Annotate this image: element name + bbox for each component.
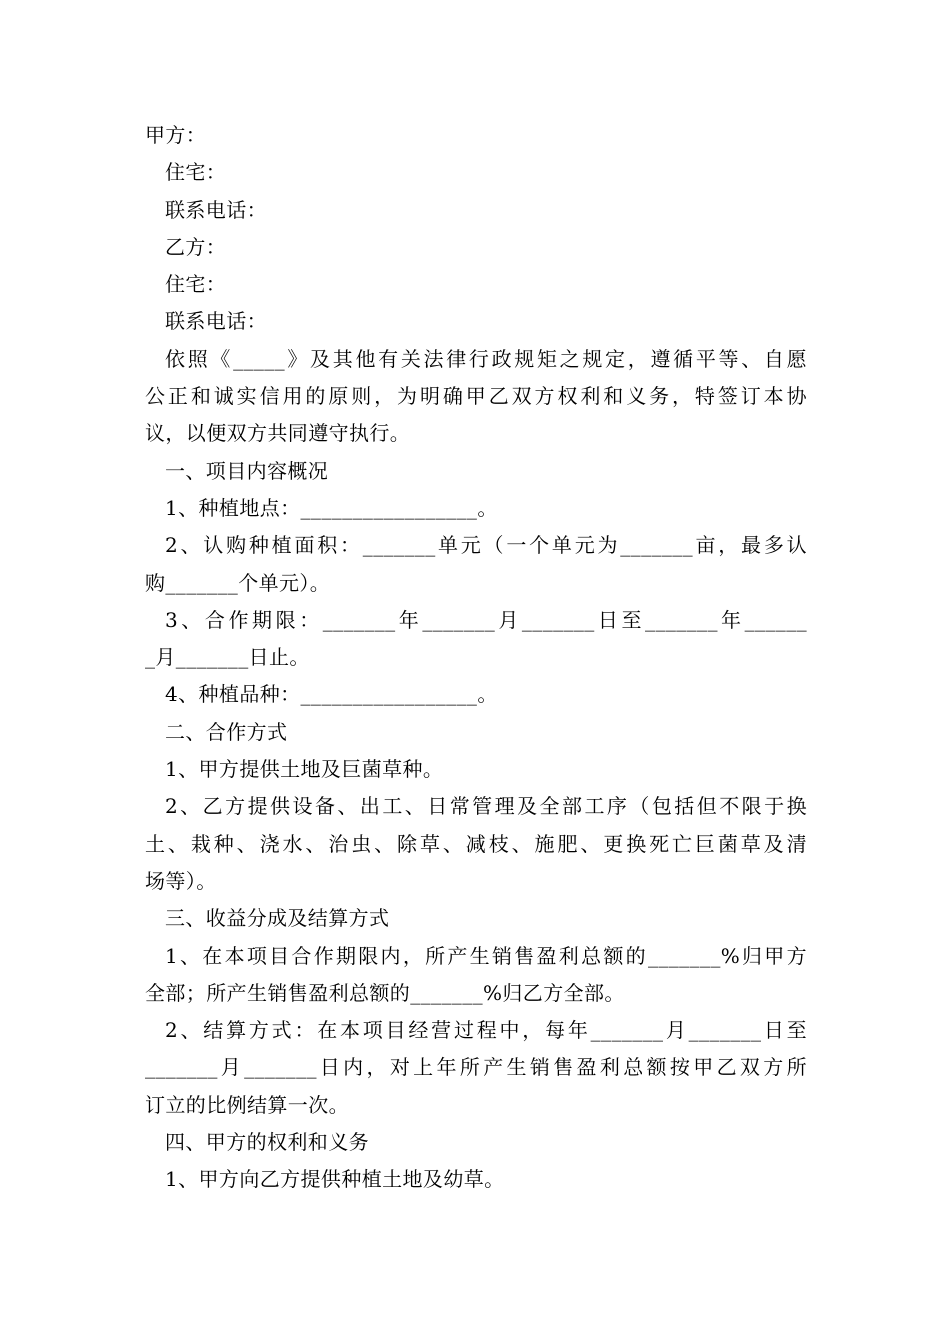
section-heading-3: 三、收益分成及结算方式 (165, 906, 390, 931)
section-heading-2: 二、合作方式 (165, 719, 288, 744)
clause-settlement-line-3: 订立的比例结算一次。 (145, 1092, 349, 1117)
clause-planting-area-line-2: 购_______个单元）。 (145, 570, 331, 595)
preamble-line-1: 依照《_____》及其他有关法律行政规矩之规定，遵循平等、自愿 (165, 346, 807, 371)
clause-settlement-line-1: 2、结算方式：在本项目经营过程中，每年_______月_______日至 (165, 1018, 807, 1043)
section-heading-1: 一、项目内容概况 (165, 458, 329, 483)
party-b-label: 乙方： (165, 234, 227, 259)
party-a-label: 甲方： (145, 123, 207, 147)
preamble-line-3: 议，以便双方共同遵守执行。 (145, 421, 411, 446)
clause-term-line-2: _月_______日止。 (145, 645, 310, 670)
clause-party-b-provides-line-1: 2、乙方提供设备、出工、日常管理及全部工序（包括但不限于换 (165, 794, 807, 819)
party-b-phone: 联系电话： (165, 309, 267, 334)
section-heading-4: 四、甲方的权利和义务 (165, 1130, 369, 1155)
party-a-address: 住宅： (165, 160, 227, 185)
clause-party-b-provides-line-3: 场等）。 (145, 868, 217, 893)
clause-planting-location: 1、种植地点：_________________。 (165, 495, 498, 520)
party-a-phone: 联系电话： (165, 197, 267, 222)
clause-settlement-line-2: _______月_______日内，对上年所产生销售盈利总额按甲乙双方所 (145, 1055, 807, 1080)
clause-term-line-1: 3、合作期限：_______年_______月_______日至_______年______ (165, 607, 807, 632)
clause-variety: 4、种植品种：_________________。 (165, 682, 498, 707)
clause-planting-area-line-1: 2、认购种植面积：_______单元（一个单元为_______亩，最多认 (165, 533, 807, 558)
clause-party-b-provides-line-2: 土、栽种、浇水、治虫、除草、减枝、施肥、更换死亡巨菌草及清 (145, 831, 807, 856)
clause-profit-share-line-1: 1、在本项目合作期限内，所产生销售盈利总额的_______%归甲方 (165, 943, 807, 968)
party-b-address: 住宅： (165, 272, 227, 297)
contract-text (145, 117, 807, 1199)
preamble-line-2: 公正和诚实信用的原则，为明确甲乙双方权利和义务，特签订本协 (145, 384, 807, 409)
clause-party-a-provides: 1、甲方提供土地及巨菌草种。 (165, 757, 444, 782)
clause-party-a-rights-1: 1、甲方向乙方提供种植土地及幼草。 (165, 1167, 505, 1192)
clause-profit-share-line-2: 全部；所产生销售盈利总额的_______%归乙方全部。 (145, 980, 625, 1005)
